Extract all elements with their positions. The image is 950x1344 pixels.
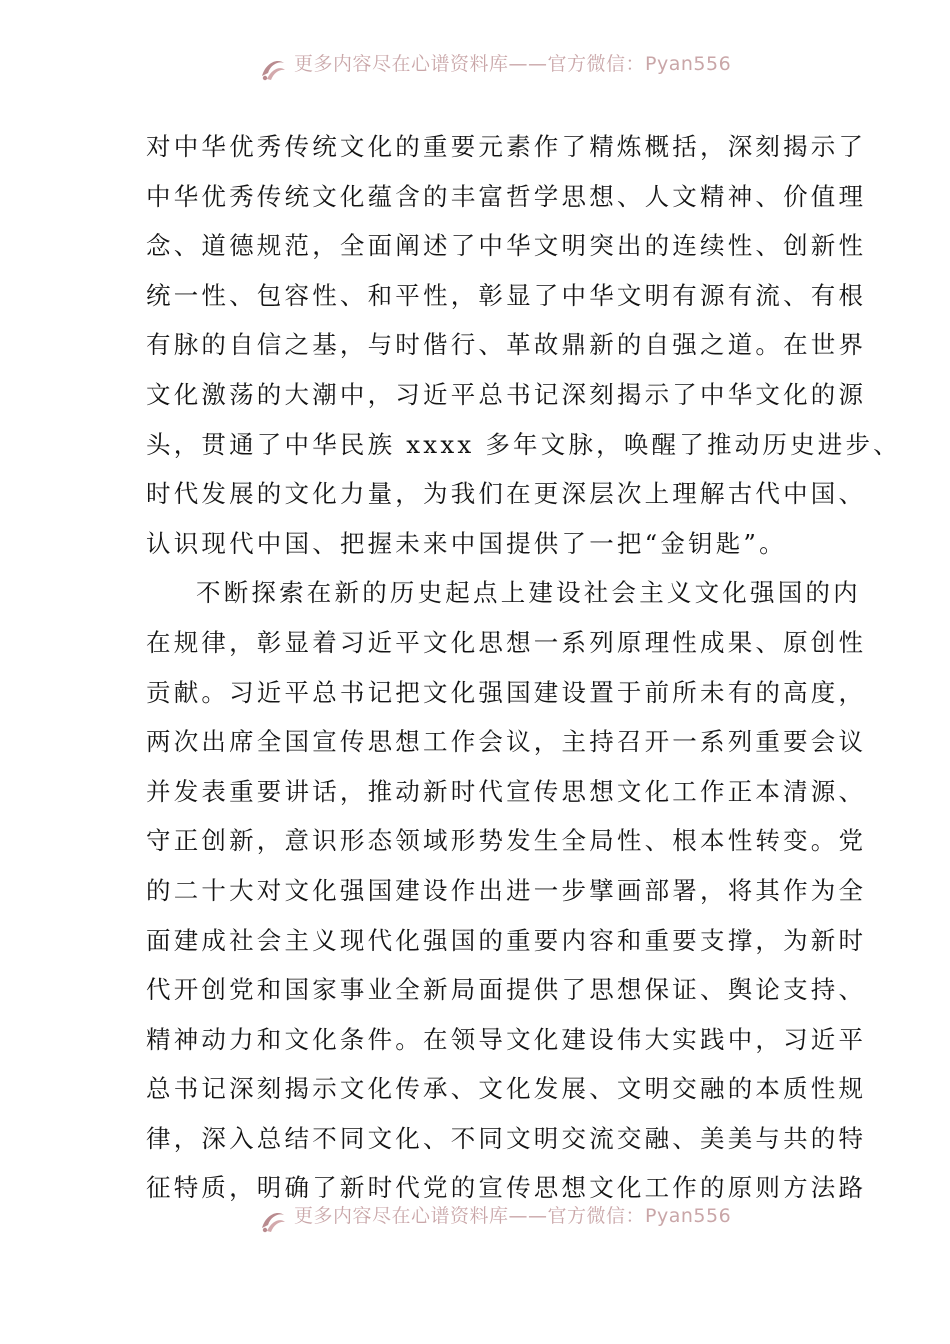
paragraph-first-line: 不断探索在新的历史起点上建设社会主义文化强国的内: [196, 578, 861, 608]
text-line: 有脉的自信之基，与时偕行、革故鼎新的自强之道。在世界: [146, 330, 867, 360]
text-line: 对中华优秀传统文化的重要元素作了精炼概括，深刻揭示了: [146, 132, 867, 161]
text-line: 并发表重要讲话，推动新时代宣传思想文化工作正本清源、: [146, 776, 867, 806]
text-line: 文化激荡的大潮中，习近平总书记深刻揭示了中华文化的源: [146, 379, 867, 409]
text-line: 在规律，彰显着习近平文化思想一系列原理性成果、原创性: [146, 627, 867, 657]
watermark-text: 更多内容尽在心谱资料库——官方微信：Pyan556: [294, 1204, 732, 1227]
text-line: 认识现代中国、把握未来中国提供了一把“金钥匙”。: [146, 528, 787, 558]
text-line: 总书记深刻揭示文化传承、文化发展、文明交融的本质性规: [146, 1074, 867, 1104]
text-line: 念、道德规范，全面阐述了中华文明突出的连续性、创新性: [146, 231, 867, 261]
text-line: 时代发展的文化力量，为我们在更深层次上理解古代中国、: [146, 479, 867, 509]
text-line: 律，深入总结不同文化、不同文明交流交融、美美与共的特: [146, 1123, 867, 1153]
text-line: 精神动力和文化条件。在领导文化建设伟大实践中，习近平: [146, 1024, 867, 1054]
footer-watermark: [258, 1204, 738, 1238]
watermark-text: 更多内容尽在心谱资料库——官方微信：Pyan556: [294, 52, 732, 75]
text-line: 征特质，明确了新时代党的宣传思想文化工作的原则方法路: [146, 1173, 867, 1203]
text-line: 守正创新，意识形态领域形势发生全局性、根本性转变。党: [146, 826, 867, 856]
watermark-logo-icon: [258, 1206, 288, 1236]
text-line: 的二十大对文化强国建设作出进一步擘画部署，将其作为全: [146, 875, 867, 905]
text-line: 贡献。习近平总书记把文化强国建设置于前所未有的高度，: [146, 677, 867, 707]
text-line: 中华优秀传统文化蕴含的丰富哲学思想、人文精神、价值理: [146, 181, 867, 211]
watermark-logo-icon: [258, 54, 288, 84]
text-line: 代开创党和国家事业全新局面提供了思想保证、舆论支持、: [146, 975, 867, 1005]
text-line: 两次出席全国宣传思想工作会议，主持召开一系列重要会议: [146, 727, 867, 757]
header-watermark: [258, 52, 738, 86]
text-line: 面建成社会主义现代化强国的重要内容和重要支撑，为新时: [146, 925, 867, 955]
text-line: 头，贯通了中华民族 xxxx 多年文脉，唤醒了推动历史进步、: [146, 429, 901, 459]
document-body: [146, 122, 901, 1213]
text-line: 统一性、包容性、和平性，彰显了中华文明有源有流、有根: [146, 280, 867, 310]
